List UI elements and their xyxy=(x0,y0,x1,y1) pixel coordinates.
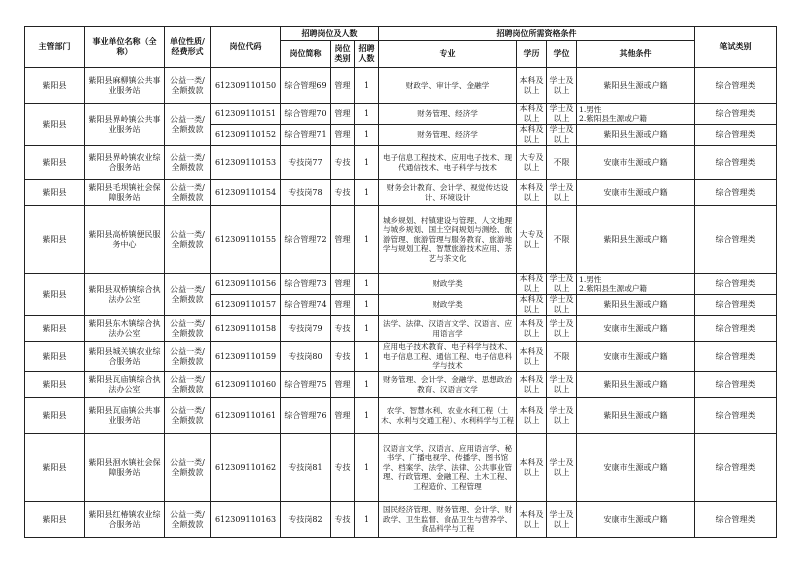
cell-other: 紫阳县生源或户籍 xyxy=(577,398,695,434)
cell-major: 电子信息工程技术、应用电子技术、现代通信技术、电子科学与技术 xyxy=(379,146,517,180)
header-unit: 事业单位名称（全称） xyxy=(85,27,165,68)
cell-code: 612309110158 xyxy=(211,316,281,342)
cell-other: 1.男性 2.紫阳县生源或户籍 xyxy=(577,274,695,295)
cell-exam: 综合管理类 xyxy=(695,502,777,538)
cell-edu: 大专及以上 xyxy=(517,146,547,180)
cell-major: 财务会计教育、会计学、视觉传达设计、环境设计 xyxy=(379,180,517,206)
cell-major: 农学、智慧水利、农业水利工程（土木、水利与交通工程）、水利科学与工程 xyxy=(379,398,517,434)
cell-major: 财务管理、经济学 xyxy=(379,104,517,125)
cell-exam: 综合管理类 xyxy=(695,372,777,398)
cell-nature: 公益一类/全额拨款 xyxy=(165,274,211,316)
cell-edu: 本科及以上 xyxy=(517,316,547,342)
cell-unit: 紫阳县东木镇综合执法办公室 xyxy=(85,316,165,342)
cell-post: 综合管理69 xyxy=(281,68,331,104)
table-row xyxy=(25,180,777,206)
cell-nature: 公益一类/全额拨款 xyxy=(165,398,211,434)
header-nature: 单位性质/经费形式 xyxy=(165,27,211,68)
cell-unit: 紫阳县高桥镇便民服务中心 xyxy=(85,206,165,274)
cell-type: 专技 xyxy=(331,180,355,206)
cell-dept: 紫阳县 xyxy=(25,206,85,274)
cell-nature: 公益一类/全额拨款 xyxy=(165,180,211,206)
cell-post: 专技岗79 xyxy=(281,316,331,342)
cell-nature: 公益一类/全额拨款 xyxy=(165,316,211,342)
cell-type: 专技 xyxy=(331,342,355,372)
cell-edu: 本科及以上 xyxy=(517,342,547,372)
cell-post: 专技岗81 xyxy=(281,434,331,502)
cell-degree: 学士及以上 xyxy=(547,398,577,434)
cell-unit: 紫阳县界岭镇公共事业服务站 xyxy=(85,104,165,146)
cell-nature: 公益一类/全额拨款 xyxy=(165,342,211,372)
cell-edu: 本科及以上 xyxy=(517,104,547,125)
cell-unit: 紫阳县红椿镇农业综合服务站 xyxy=(85,502,165,538)
cell-post: 专技岗78 xyxy=(281,180,331,206)
cell-dept: 紫阳县 xyxy=(25,104,85,146)
cell-dept: 紫阳县 xyxy=(25,180,85,206)
cell-type: 专技 xyxy=(331,434,355,502)
cell-other: 紫阳县生源或户籍 xyxy=(577,372,695,398)
cell-dept: 紫阳县 xyxy=(25,316,85,342)
table-row xyxy=(25,274,777,295)
cell-other: 紫阳县生源或户籍 xyxy=(577,295,695,316)
cell-code: 612309110153 xyxy=(211,146,281,180)
table-row xyxy=(25,206,777,274)
cell-exam: 综合管理类 xyxy=(695,342,777,372)
cell-degree: 学士及以上 xyxy=(547,295,577,316)
cell-post: 专技岗77 xyxy=(281,146,331,180)
cell-major: 财政学类 xyxy=(379,295,517,316)
cell-code: 612309110159 xyxy=(211,342,281,372)
cell-major: 财务管理、会计学、金融学、思想政治教育、汉语言文学 xyxy=(379,372,517,398)
cell-exam: 综合管理类 xyxy=(695,146,777,180)
cell-code: 612309110154 xyxy=(211,180,281,206)
cell-major: 汉语言文学、汉语言、应用语言学、秘书学、广播电视学、传播学、图书馆学、档案学、法学、法律、公共事业管理、行政管理、金融工程、土木工程、工程造价、工程管理 xyxy=(379,434,517,502)
cell-degree: 学士及以上 xyxy=(547,434,577,502)
cell-edu: 本科及以上 xyxy=(517,125,547,146)
cell-type: 管理 xyxy=(331,104,355,125)
cell-type: 专技 xyxy=(331,502,355,538)
cell-major: 城乡规划、村镇建设与管理、人文地理与城乡规划、国土空间规划与测绘、旅游管理、旅游管理与服务教育、旅游地学与规划工程、智慧旅游技术应用、茶艺与茶文化 xyxy=(379,206,517,274)
cell-other: 安康市生源或户籍 xyxy=(577,180,695,206)
cell-unit: 紫阳县洄水镇社会保障服务站 xyxy=(85,434,165,502)
cell-edu: 本科及以上 xyxy=(517,274,547,295)
cell-code: 612309110151 xyxy=(211,104,281,125)
cell-unit: 紫阳县麻柳镇公共事业服务站 xyxy=(85,68,165,104)
cell-dept: 紫阳县 xyxy=(25,342,85,372)
cell-code: 612309110150 xyxy=(211,68,281,104)
cell-type: 管理 xyxy=(331,206,355,274)
table-row xyxy=(25,434,777,502)
cell-type: 管理 xyxy=(331,125,355,146)
cell-dept: 紫阳县 xyxy=(25,372,85,398)
cell-edu: 本科及以上 xyxy=(517,398,547,434)
cell-type: 管理 xyxy=(331,274,355,295)
cell-edu: 本科及以上 xyxy=(517,372,547,398)
cell-code: 612309110156 xyxy=(211,274,281,295)
cell-code: 612309110161 xyxy=(211,398,281,434)
header-dept: 主管部门 xyxy=(25,27,85,68)
cell-major: 财政学、审计学、金融学 xyxy=(379,68,517,104)
cell-exam: 综合管理类 xyxy=(695,398,777,434)
cell-edu: 本科及以上 xyxy=(517,434,547,502)
cell-unit: 紫阳县瓦庙镇综合执法办公室 xyxy=(85,372,165,398)
header-major: 专业 xyxy=(379,41,517,68)
cell-unit: 紫阳县瓦庙镇公共事业服务站 xyxy=(85,398,165,434)
header-exam: 笔试类别 xyxy=(695,27,777,68)
cell-degree: 学士及以上 xyxy=(547,274,577,295)
cell-dept: 紫阳县 xyxy=(25,398,85,434)
cell-other: 安康市生源或户籍 xyxy=(577,316,695,342)
cell-exam: 综合管理类 xyxy=(695,274,777,295)
cell-num: 1 xyxy=(355,342,379,372)
cell-dept: 紫阳县 xyxy=(25,274,85,316)
cell-edu: 大专及以上 xyxy=(517,206,547,274)
table-row xyxy=(25,502,777,538)
cell-post: 专技岗82 xyxy=(281,502,331,538)
cell-type: 管理 xyxy=(331,68,355,104)
header-count: 招聘人数 xyxy=(355,41,379,68)
cell-exam: 综合管理类 xyxy=(695,295,777,316)
cell-post: 综合管理72 xyxy=(281,206,331,274)
cell-edu: 本科及以上 xyxy=(517,68,547,104)
header-code: 岗位代码 xyxy=(211,27,281,68)
header-row-1 xyxy=(25,27,777,41)
cell-num: 1 xyxy=(355,372,379,398)
cell-unit: 紫阳县城关镇农业综合服务站 xyxy=(85,342,165,372)
cell-type: 管理 xyxy=(331,398,355,434)
cell-type: 管理 xyxy=(331,372,355,398)
cell-num: 1 xyxy=(355,104,379,125)
cell-nature: 公益一类/全额拨款 xyxy=(165,146,211,180)
cell-degree: 不限 xyxy=(547,206,577,274)
cell-other: 紫阳县生源或户籍 xyxy=(577,125,695,146)
table-row xyxy=(25,372,777,398)
header-degree: 学位 xyxy=(547,41,577,68)
cell-num: 1 xyxy=(355,295,379,316)
cell-other: 1.男性 2.紫阳县生源或户籍 xyxy=(577,104,695,125)
cell-num: 1 xyxy=(355,316,379,342)
cell-degree: 不限 xyxy=(547,342,577,372)
cell-major: 财政学类 xyxy=(379,274,517,295)
cell-dept: 紫阳县 xyxy=(25,502,85,538)
cell-degree: 学士及以上 xyxy=(547,180,577,206)
header-post-name: 岗位简称 xyxy=(281,41,331,68)
cell-post: 综合管理74 xyxy=(281,295,331,316)
cell-nature: 公益一类/全额拨款 xyxy=(165,502,211,538)
cell-other: 紫阳县生源或户籍 xyxy=(577,68,695,104)
table-row xyxy=(25,104,777,125)
cell-num: 1 xyxy=(355,502,379,538)
cell-edu: 本科及以上 xyxy=(517,502,547,538)
header-post-group: 招聘岗位及人数 xyxy=(281,27,379,41)
cell-major: 财务管理、经济学 xyxy=(379,125,517,146)
cell-other: 安康市生源或户籍 xyxy=(577,342,695,372)
cell-exam: 综合管理类 xyxy=(695,104,777,125)
header-edu: 学历 xyxy=(517,41,547,68)
cell-code: 612309110162 xyxy=(211,434,281,502)
cell-degree: 学士及以上 xyxy=(547,372,577,398)
cell-degree: 不限 xyxy=(547,146,577,180)
cell-exam: 综合管理类 xyxy=(695,68,777,104)
header-other: 其他条件 xyxy=(577,41,695,68)
cell-degree: 学士及以上 xyxy=(547,316,577,342)
cell-nature: 公益一类/全额拨款 xyxy=(165,372,211,398)
cell-num: 1 xyxy=(355,398,379,434)
cell-num: 1 xyxy=(355,206,379,274)
cell-exam: 综合管理类 xyxy=(695,180,777,206)
cell-post: 综合管理73 xyxy=(281,274,331,295)
cell-other: 安康市生源或户籍 xyxy=(577,502,695,538)
cell-dept: 紫阳县 xyxy=(25,146,85,180)
cell-dept: 紫阳县 xyxy=(25,68,85,104)
table-row xyxy=(25,398,777,434)
table-row xyxy=(25,316,777,342)
cell-type: 专技 xyxy=(331,146,355,180)
header-qual-group: 招聘岗位所需资格条件 xyxy=(379,27,695,41)
cell-type: 管理 xyxy=(331,295,355,316)
cell-degree: 学士及以上 xyxy=(547,68,577,104)
cell-num: 1 xyxy=(355,146,379,180)
cell-code: 612309110152 xyxy=(211,125,281,146)
cell-major: 应用电子技术教育、电子科学与技术、电子信息工程、通信工程、电子信息科学与技术 xyxy=(379,342,517,372)
cell-post: 专技岗80 xyxy=(281,342,331,372)
cell-degree: 学士及以上 xyxy=(547,104,577,125)
cell-nature: 公益一类/全额拨款 xyxy=(165,434,211,502)
cell-code: 612309110160 xyxy=(211,372,281,398)
cell-exam: 综合管理类 xyxy=(695,316,777,342)
cell-nature: 公益一类/全额拨款 xyxy=(165,206,211,274)
cell-exam: 综合管理类 xyxy=(695,206,777,274)
cell-post: 综合管理71 xyxy=(281,125,331,146)
table-row xyxy=(25,146,777,180)
cell-unit: 紫阳县双桥镇综合执法办公室 xyxy=(85,274,165,316)
cell-other: 安康市生源或户籍 xyxy=(577,434,695,502)
cell-unit: 紫阳县毛坝镇社会保障服务站 xyxy=(85,180,165,206)
cell-code: 612309110155 xyxy=(211,206,281,274)
table-row xyxy=(25,68,777,104)
cell-num: 1 xyxy=(355,125,379,146)
cell-dept: 紫阳县 xyxy=(25,434,85,502)
cell-nature: 公益一类/全额拨款 xyxy=(165,68,211,104)
cell-major: 国民经济管理、财务管理、会计学、财政学、卫生监督、食品卫生与营养学、食品科学与工程 xyxy=(379,502,517,538)
cell-post: 综合管理70 xyxy=(281,104,331,125)
cell-num: 1 xyxy=(355,274,379,295)
cell-num: 1 xyxy=(355,68,379,104)
cell-exam: 综合管理类 xyxy=(695,434,777,502)
cell-nature: 公益一类/全额拨款 xyxy=(165,104,211,146)
cell-other: 安康市生源或户籍 xyxy=(577,146,695,180)
cell-edu: 本科及以上 xyxy=(517,295,547,316)
cell-post: 综合管理76 xyxy=(281,398,331,434)
cell-edu: 本科及以上 xyxy=(517,180,547,206)
cell-degree: 学士及以上 xyxy=(547,125,577,146)
cell-other: 紫阳县生源或户籍 xyxy=(577,206,695,274)
cell-code: 612309110163 xyxy=(211,502,281,538)
header-post-type: 岗位类别 xyxy=(331,41,355,68)
table-row xyxy=(25,342,777,372)
recruitment-table xyxy=(24,26,777,538)
cell-type: 专技 xyxy=(331,316,355,342)
cell-major: 法学、法律、汉语言文学、汉语言、应用语言学 xyxy=(379,316,517,342)
cell-post: 综合管理75 xyxy=(281,372,331,398)
cell-degree: 学士及以上 xyxy=(547,502,577,538)
cell-unit: 紫阳县界岭镇农业综合服务站 xyxy=(85,146,165,180)
cell-num: 1 xyxy=(355,434,379,502)
cell-num: 1 xyxy=(355,180,379,206)
cell-exam: 综合管理类 xyxy=(695,125,777,146)
cell-code: 612309110157 xyxy=(211,295,281,316)
